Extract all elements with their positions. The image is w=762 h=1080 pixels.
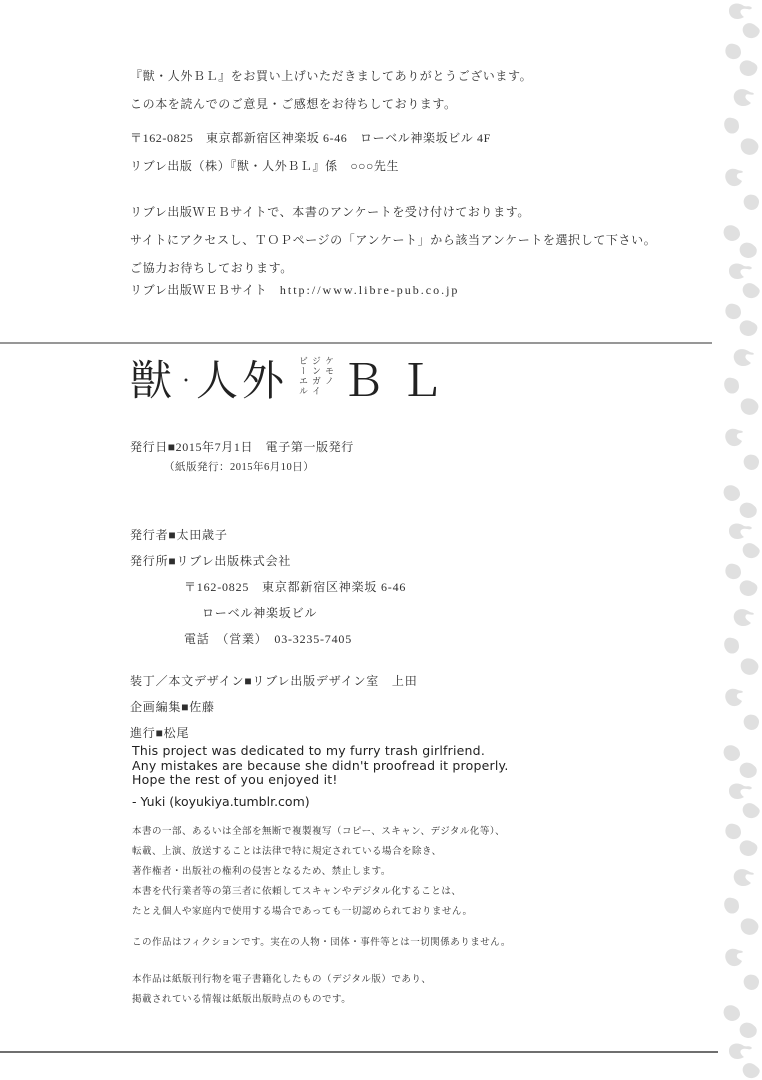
survey-line: ご協力お待ちしております。 (130, 261, 293, 275)
top-divider (0, 342, 712, 344)
note-signature: - Yuki (koyukiya.tumblr.com) (132, 793, 310, 809)
bottom-divider (0, 1051, 718, 1053)
copyright-line: 本書の一部、あるいは全部を無断で複製複写（コピー、スキャン、デジタル化等）、 (132, 827, 506, 837)
note-line: Hope the rest of you enjoyed it! (132, 772, 338, 787)
credit-progress: 進行■松尾 (130, 726, 190, 740)
credits-block (130, 668, 418, 746)
leopard-pattern-border (722, 0, 762, 1080)
publisher-person: 発行者■太田歳子 (130, 528, 228, 542)
ruby-bl: ビーエル (298, 356, 309, 396)
fiction-disclaimer (132, 933, 511, 953)
paper-edition-line: （紙版発行：2015年6月10日） (164, 462, 315, 473)
publisher-phone: 電話 （営業） 03-3235-7405 (184, 632, 352, 646)
survey-line: リブレ出版ＷＥＢサイトで、本書のアンケートを受け付けております。 (130, 205, 530, 219)
publisher-company: 発行所■リブレ出版株式会社 (130, 554, 292, 568)
leopard-pattern-icon (722, 0, 762, 1080)
copyright-line: 本書を代行業者等の第三者に依頼してスキャンやデジタル化することは、 (132, 887, 462, 897)
publisher-address-2: ローベル神楽坂ビル (202, 606, 318, 620)
credit-design: 装丁／本文デザイン■リブレ出版デザイン室 上田 (130, 674, 418, 688)
thanks-line: この本を読んでのご意見・ご感想をお待ちしております。 (130, 97, 457, 111)
website-label: リブレ出版ＷＥＢサイト (130, 283, 280, 297)
copyright-notice (132, 822, 505, 922)
digital-line: 本作品は紙版刊行物を電子書籍化したもの（デジタル版）であり、 (132, 975, 432, 985)
publisher-block (130, 522, 406, 652)
title-kanji-beast: 獣 (130, 359, 177, 405)
book-title (130, 354, 457, 412)
issue-date-line: 発行日■2015年7月1日 電子第一版発行 (130, 440, 354, 454)
translator-note (132, 744, 509, 809)
title-dot: ・ (178, 373, 195, 390)
ruby-kemono: ケモノ (324, 356, 335, 386)
copyright-line: 著作権者・出版社の権利の侵害となるため、禁止します。 (132, 867, 391, 877)
survey-info (130, 198, 656, 282)
copyright-line: 転載、上演、放送することは法律で特に規定されている場合を除き、 (132, 847, 442, 857)
digital-line: 掲載されている情報は紙版出版時点のものです。 (132, 995, 352, 1005)
feedback-address (130, 124, 491, 180)
note-line: Any mistakes are because she didn't proofread it properly. (132, 757, 509, 773)
title-latin-bl: ＢＬ (341, 357, 458, 406)
feedback-address-line: 〒162-0825 東京都新宿区神楽坂 6-46 ローベル神楽坂ビル 4F (130, 131, 491, 145)
thanks-line: 『獣・人外ＢＬ』をお買い上げいただきましてありがとうございます。 (130, 69, 533, 83)
feedback-address-line: リブレ出版（株）『獣・人外ＢＬ』係 ○○○先生 (130, 159, 400, 173)
digital-edition-note (132, 970, 431, 1010)
credit-editing: 企画編集■佐藤 (130, 700, 215, 714)
thanks-message (130, 62, 532, 118)
issue-date-block (130, 436, 354, 478)
fiction-line: この作品はフィクションです。実在の人物・団体・事件等とは一切関係ありません。 (132, 938, 511, 948)
ruby-jingai: ジンガイ (311, 356, 322, 396)
publisher-website (130, 276, 459, 304)
website-url: http://www.libre-pub.co.jp (279, 283, 460, 297)
copyright-line: たとえ個人や家庭内で使用する場合であっても一切認められておりません。 (132, 907, 473, 917)
note-line: This project was dedicated to my furry trash girlfriend. (132, 743, 485, 758)
survey-line: サイトにアクセスし、ＴＯＰページの「アンケート」から該当アンケートを選択して下さい。 (130, 233, 657, 247)
publisher-address-1: 〒162-0825 東京都新宿区神楽坂 6-46 (184, 580, 407, 594)
title-ruby-furigana (296, 356, 335, 412)
title-kanji-jingai: 人外 (196, 359, 289, 405)
